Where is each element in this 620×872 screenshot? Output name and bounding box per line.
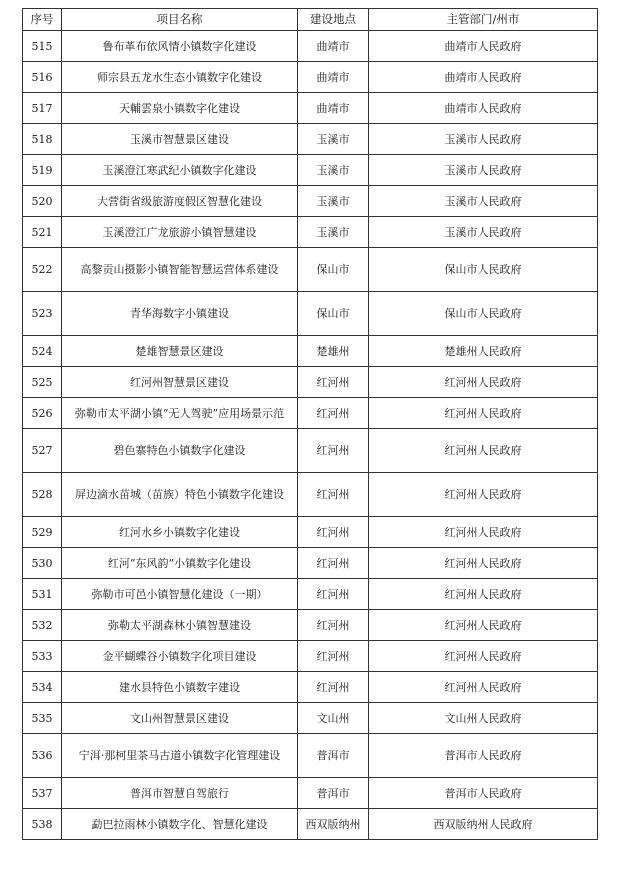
row-no: 536 bbox=[23, 734, 62, 778]
row-name: 红河水乡小镇数字化建设 bbox=[62, 517, 298, 548]
row-no: 515 bbox=[23, 31, 62, 62]
row-location: 玉溪市 bbox=[298, 124, 369, 155]
row-no: 526 bbox=[23, 398, 62, 429]
row-name: 弥勒太平湖森林小镇智慧建设 bbox=[62, 610, 298, 641]
row-name: 高黎贡山摄影小镇智能智慧运营体系建设 bbox=[62, 248, 298, 292]
table-row bbox=[23, 31, 598, 62]
row-location: 红河州 bbox=[298, 610, 369, 641]
row-name: 碧色寨特色小镇数字化建设 bbox=[62, 429, 298, 473]
row-location: 玉溪市 bbox=[298, 186, 369, 217]
row-authority: 红河州人民政府 bbox=[369, 579, 598, 610]
table-row bbox=[23, 93, 598, 124]
row-authority: 保山市人民政府 bbox=[369, 292, 598, 336]
row-authority: 红河州人民政府 bbox=[369, 548, 598, 579]
row-location: 红河州 bbox=[298, 641, 369, 672]
table-row bbox=[23, 610, 598, 641]
row-location: 楚雄州 bbox=[298, 336, 369, 367]
row-no: 523 bbox=[23, 292, 62, 336]
header-authority: 主管部门/州市 bbox=[369, 9, 598, 31]
table-row bbox=[23, 473, 598, 517]
row-location: 红河州 bbox=[298, 548, 369, 579]
row-location: 曲靖市 bbox=[298, 62, 369, 93]
row-authority: 红河州人民政府 bbox=[369, 517, 598, 548]
row-name: 红河州智慧景区建设 bbox=[62, 367, 298, 398]
row-location: 曲靖市 bbox=[298, 31, 369, 62]
row-no: 518 bbox=[23, 124, 62, 155]
row-authority: 玉溪市人民政府 bbox=[369, 186, 598, 217]
table-row bbox=[23, 398, 598, 429]
row-location: 红河州 bbox=[298, 672, 369, 703]
row-no: 520 bbox=[23, 186, 62, 217]
table-row bbox=[23, 734, 598, 778]
row-authority: 保山市人民政府 bbox=[369, 248, 598, 292]
row-no: 519 bbox=[23, 155, 62, 186]
row-name: 普洱市智慧自驾旅行 bbox=[62, 778, 298, 809]
row-name: 建水县特色小镇数字建设 bbox=[62, 672, 298, 703]
row-location: 普洱市 bbox=[298, 734, 369, 778]
header-name: 项目名称 bbox=[62, 9, 298, 31]
table-row bbox=[23, 641, 598, 672]
row-authority: 玉溪市人民政府 bbox=[369, 155, 598, 186]
row-authority: 玉溪市人民政府 bbox=[369, 217, 598, 248]
row-location: 保山市 bbox=[298, 292, 369, 336]
table-row bbox=[23, 186, 598, 217]
row-name: 弥勒市可邑小镇智慧化建设（一期） bbox=[62, 579, 298, 610]
table-row bbox=[23, 217, 598, 248]
table-row bbox=[23, 548, 598, 579]
table-row bbox=[23, 778, 598, 809]
row-no: 521 bbox=[23, 217, 62, 248]
project-table bbox=[22, 8, 598, 840]
row-name: 师宗县五龙水生态小镇数字化建设 bbox=[62, 62, 298, 93]
row-authority: 红河州人民政府 bbox=[369, 429, 598, 473]
row-location: 红河州 bbox=[298, 367, 369, 398]
row-authority: 曲靖市人民政府 bbox=[369, 93, 598, 124]
row-no: 522 bbox=[23, 248, 62, 292]
table-row bbox=[23, 336, 598, 367]
row-no: 516 bbox=[23, 62, 62, 93]
row-no: 535 bbox=[23, 703, 62, 734]
header-no: 序号 bbox=[23, 9, 62, 31]
table-row bbox=[23, 809, 598, 840]
row-location: 红河州 bbox=[298, 473, 369, 517]
row-authority: 红河州人民政府 bbox=[369, 672, 598, 703]
row-name: 鲁布革布依风情小镇数字化建设 bbox=[62, 31, 298, 62]
row-name: 金平蝴蝶谷小镇数字化项目建设 bbox=[62, 641, 298, 672]
row-name: 大营街省级旅游度假区智慧化建设 bbox=[62, 186, 298, 217]
row-authority: 曲靖市人民政府 bbox=[369, 31, 598, 62]
row-no: 527 bbox=[23, 429, 62, 473]
table-row bbox=[23, 292, 598, 336]
row-authority: 楚雄州人民政府 bbox=[369, 336, 598, 367]
table-row bbox=[23, 517, 598, 548]
row-authority: 文山州人民政府 bbox=[369, 703, 598, 734]
row-name: 天輔雲泉小镇数字化建设 bbox=[62, 93, 298, 124]
row-no: 531 bbox=[23, 579, 62, 610]
row-name: 玉溪市智慧景区建设 bbox=[62, 124, 298, 155]
table-row bbox=[23, 62, 598, 93]
row-name: 弥勒市太平湖小镇“无人驾驶”应用场景示范 bbox=[62, 398, 298, 429]
row-location: 文山州 bbox=[298, 703, 369, 734]
row-no: 517 bbox=[23, 93, 62, 124]
row-authority: 红河州人民政府 bbox=[369, 398, 598, 429]
row-location: 红河州 bbox=[298, 517, 369, 548]
row-name: 玉溪澄江广龙旅游小镇智慧建设 bbox=[62, 217, 298, 248]
header-location: 建设地点 bbox=[298, 9, 369, 31]
row-location: 西双版纳州 bbox=[298, 809, 369, 840]
row-authority: 红河州人民政府 bbox=[369, 473, 598, 517]
row-location: 红河州 bbox=[298, 579, 369, 610]
row-location: 普洱市 bbox=[298, 778, 369, 809]
row-no: 530 bbox=[23, 548, 62, 579]
row-authority: 曲靖市人民政府 bbox=[369, 62, 598, 93]
row-location: 红河州 bbox=[298, 429, 369, 473]
row-name: 楚雄智慧景区建设 bbox=[62, 336, 298, 367]
row-authority: 普洱市人民政府 bbox=[369, 778, 598, 809]
row-name: 玉溪澄江寒武纪小镇数字化建设 bbox=[62, 155, 298, 186]
table-row bbox=[23, 579, 598, 610]
row-authority: 普洱市人民政府 bbox=[369, 734, 598, 778]
row-name: 文山州智慧景区建设 bbox=[62, 703, 298, 734]
table-header-row bbox=[23, 9, 598, 31]
table-row bbox=[23, 155, 598, 186]
row-no: 538 bbox=[23, 809, 62, 840]
row-name: 红河“东风韵”小镇数字化建设 bbox=[62, 548, 298, 579]
table-row bbox=[23, 429, 598, 473]
row-no: 524 bbox=[23, 336, 62, 367]
row-no: 534 bbox=[23, 672, 62, 703]
row-authority: 玉溪市人民政府 bbox=[369, 124, 598, 155]
row-name: 屏边滴水苗城（苗族）特色小镇数字化建设 bbox=[62, 473, 298, 517]
table-row bbox=[23, 124, 598, 155]
row-name: 勐巴拉雨林小镇数字化、智慧化建设 bbox=[62, 809, 298, 840]
table-row bbox=[23, 248, 598, 292]
row-location: 红河州 bbox=[298, 398, 369, 429]
row-name: 青华海数字小镇建设 bbox=[62, 292, 298, 336]
row-location: 保山市 bbox=[298, 248, 369, 292]
row-no: 533 bbox=[23, 641, 62, 672]
table-row bbox=[23, 367, 598, 398]
row-name: 宁洱·那柯里茶马古道小镇数字化管理建设 bbox=[62, 734, 298, 778]
row-no: 532 bbox=[23, 610, 62, 641]
row-location: 玉溪市 bbox=[298, 217, 369, 248]
row-location: 玉溪市 bbox=[298, 155, 369, 186]
row-no: 537 bbox=[23, 778, 62, 809]
row-no: 525 bbox=[23, 367, 62, 398]
table-row bbox=[23, 672, 598, 703]
row-authority: 红河州人民政府 bbox=[369, 610, 598, 641]
row-no: 529 bbox=[23, 517, 62, 548]
row-authority: 西双版纳州人民政府 bbox=[369, 809, 598, 840]
row-authority: 红河州人民政府 bbox=[369, 367, 598, 398]
row-authority: 红河州人民政府 bbox=[369, 641, 598, 672]
row-no: 528 bbox=[23, 473, 62, 517]
row-location: 曲靖市 bbox=[298, 93, 369, 124]
table-row bbox=[23, 703, 598, 734]
